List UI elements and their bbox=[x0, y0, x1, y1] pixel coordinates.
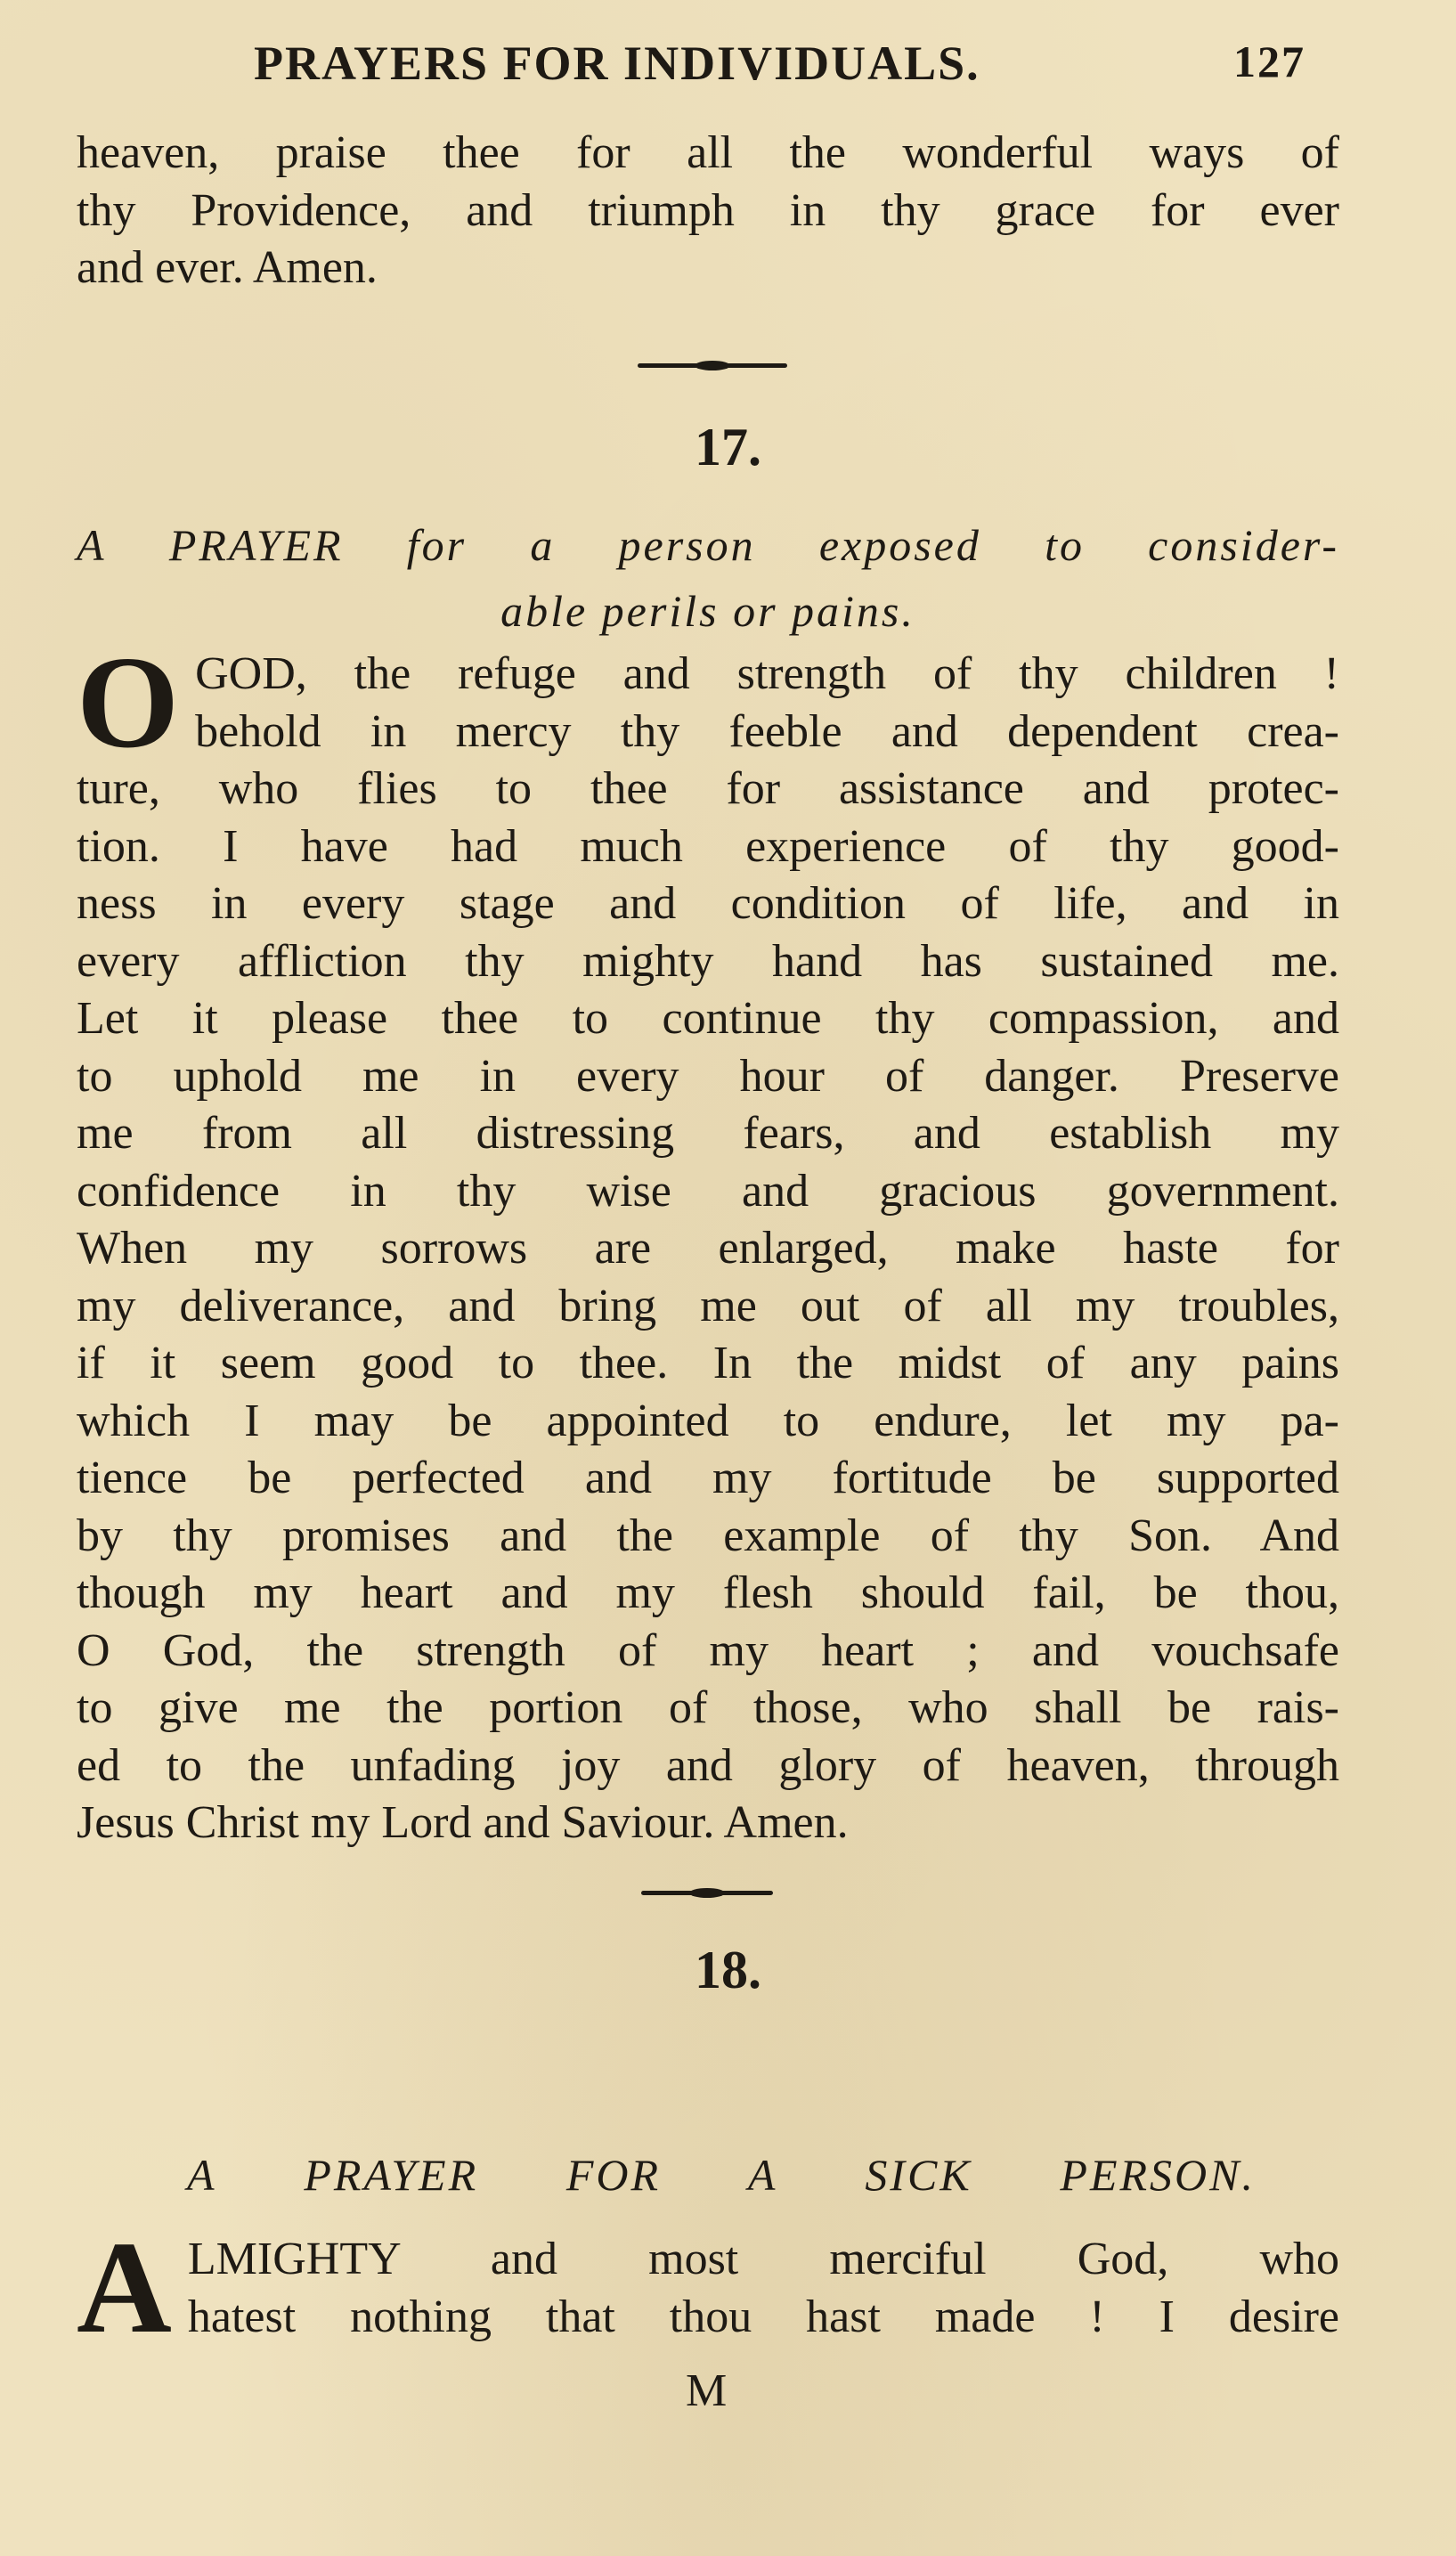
text-line: heaven, praise thee for all the wonderful ways of bbox=[77, 127, 1339, 178]
text-line: if it seem good to thee. In the midst of any pains bbox=[77, 1338, 1339, 1388]
text-line: ness in every stage and condition of life, and in bbox=[77, 878, 1339, 929]
prayer-17-title-line-2: able perils or pains. bbox=[500, 586, 915, 636]
prayer-17-body bbox=[77, 630, 1339, 1852]
text-line: thy Providence, and triumph in thy grace for ever bbox=[77, 184, 1339, 236]
text-line: me from all distressing fears, and establish my bbox=[77, 1108, 1339, 1159]
text-line: behold in mercy thy feeble and dependent crea- bbox=[195, 705, 1339, 757]
running-header bbox=[254, 36, 1376, 98]
page-number: 127 bbox=[1233, 37, 1306, 86]
continuation-text bbox=[77, 125, 1339, 297]
text-line: by thy promises and the example of thy Son. And bbox=[77, 1510, 1339, 1561]
text-line: and ever. Amen. bbox=[77, 242, 378, 293]
text-line: to give me the portion of those, who shall be rais- bbox=[77, 1682, 1339, 1733]
text-line: O God, the strength of my heart ; and vouchsafe bbox=[77, 1624, 1339, 1676]
text-line: ed to the unfading joy and glory of heaven, through bbox=[77, 1739, 1339, 1791]
text-line: to uphold me in every hour of danger. Preserve bbox=[77, 1050, 1339, 1102]
section-divider bbox=[638, 363, 787, 368]
prayer-18-body bbox=[77, 2215, 1339, 2361]
text-line: though my heart and my flesh should fail, be thou, bbox=[77, 1567, 1339, 1618]
text-line: ture, who flies to thee for assistance and protec- bbox=[77, 763, 1339, 814]
text-line: which I may be appointed to endure, let my pa- bbox=[77, 1395, 1339, 1446]
signature-mark: M bbox=[686, 2365, 728, 2416]
running-title: PRAYERS FOR INDIVIDUALS. bbox=[254, 37, 980, 90]
prayer-17-title-line-1: A PRAYER for a person exposed to consider- bbox=[77, 520, 1339, 570]
text-line: hatest nothing that thou hast made ! I desire bbox=[187, 2291, 1339, 2342]
prayer-18-number: 18. bbox=[695, 1941, 761, 1999]
drop-cap-initial: O bbox=[77, 630, 180, 776]
drop-cap-initial: A bbox=[77, 2215, 172, 2361]
text-line: GOD, the refuge and strength of thy children ! bbox=[195, 648, 1339, 699]
section-divider bbox=[641, 1891, 773, 1895]
prayer-17-number: 17. bbox=[695, 418, 761, 476]
text-line: LMIGHTY and most merciful God, who bbox=[187, 2234, 1339, 2284]
text-line: my deliverance, and bring me out of all my troubles, bbox=[77, 1280, 1339, 1331]
prayer-18-title: A PRAYER FOR A SICK PERSON. bbox=[187, 2150, 1256, 2200]
text-line: Let it please thee to continue thy compassion, and bbox=[77, 993, 1339, 1044]
text-line: When my sorrows are enlarged, make haste for bbox=[77, 1223, 1339, 1274]
text-line: confidence in thy wise and gracious government. bbox=[77, 1165, 1339, 1217]
text-line: tion. I have had much experience of thy good- bbox=[77, 820, 1339, 872]
text-line: every affliction thy mighty hand has sustained me. bbox=[77, 935, 1339, 987]
text-line: tience be perfected and my fortitude be supported bbox=[77, 1453, 1339, 1503]
text-line: Jesus Christ my Lord and Saviour. Amen. bbox=[77, 1797, 849, 1848]
